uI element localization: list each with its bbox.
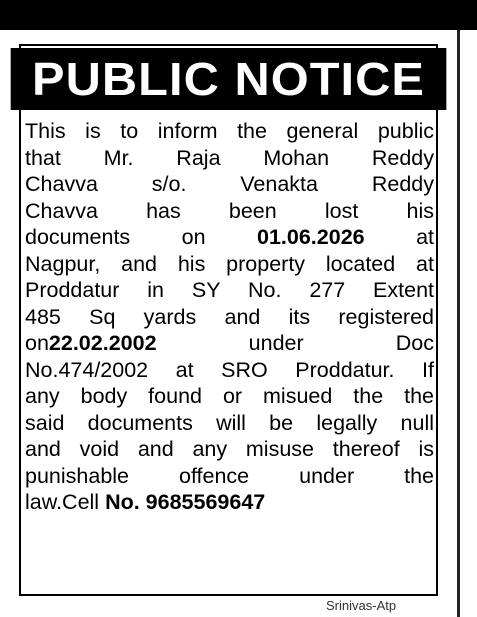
notice-line: any body found or misued the the bbox=[25, 384, 434, 408]
lost-date: 01.06.2026 bbox=[257, 225, 365, 249]
notice-line: punishable offence under the bbox=[25, 463, 434, 488]
notice-title: PUBLIC NOTICE bbox=[11, 48, 447, 110]
cell-number: No. 9685569647 bbox=[105, 490, 266, 514]
notice-line: Chavva has been lost his bbox=[25, 198, 434, 223]
registration-date: 22.02.2002 bbox=[48, 331, 157, 355]
notice-body bbox=[25, 118, 434, 516]
notice-line: on22.02.2002 under Doc bbox=[25, 331, 434, 355]
public-notice-box bbox=[19, 44, 438, 596]
notice-line: Chavva s/o. Venakta Reddy bbox=[25, 172, 434, 196]
credit-line: Srinivas-Atp bbox=[326, 598, 397, 613]
notice-line: law.Cell No. 9685569647 bbox=[25, 490, 266, 514]
notice-line: and void and any misuse thereof is bbox=[25, 437, 434, 461]
notice-line: No.474/2002 at SRO Proddatur. If bbox=[25, 357, 434, 382]
notice-line: This is to inform the general public bbox=[25, 119, 434, 143]
notice-line: documents on 01.06.2026 at bbox=[25, 225, 434, 249]
notice-line: 485 Sq yards and its registered bbox=[25, 304, 434, 329]
notice-line: Proddatur in SY No. 277 Extent bbox=[25, 278, 434, 302]
column-divider bbox=[457, 30, 460, 617]
notice-line: said documents will be legally null bbox=[25, 410, 434, 435]
top-black-bar bbox=[0, 0, 477, 30]
notice-line: that Mr. Raja Mohan Reddy bbox=[25, 145, 434, 170]
notice-line: Nagpur, and his property located at bbox=[25, 251, 434, 276]
